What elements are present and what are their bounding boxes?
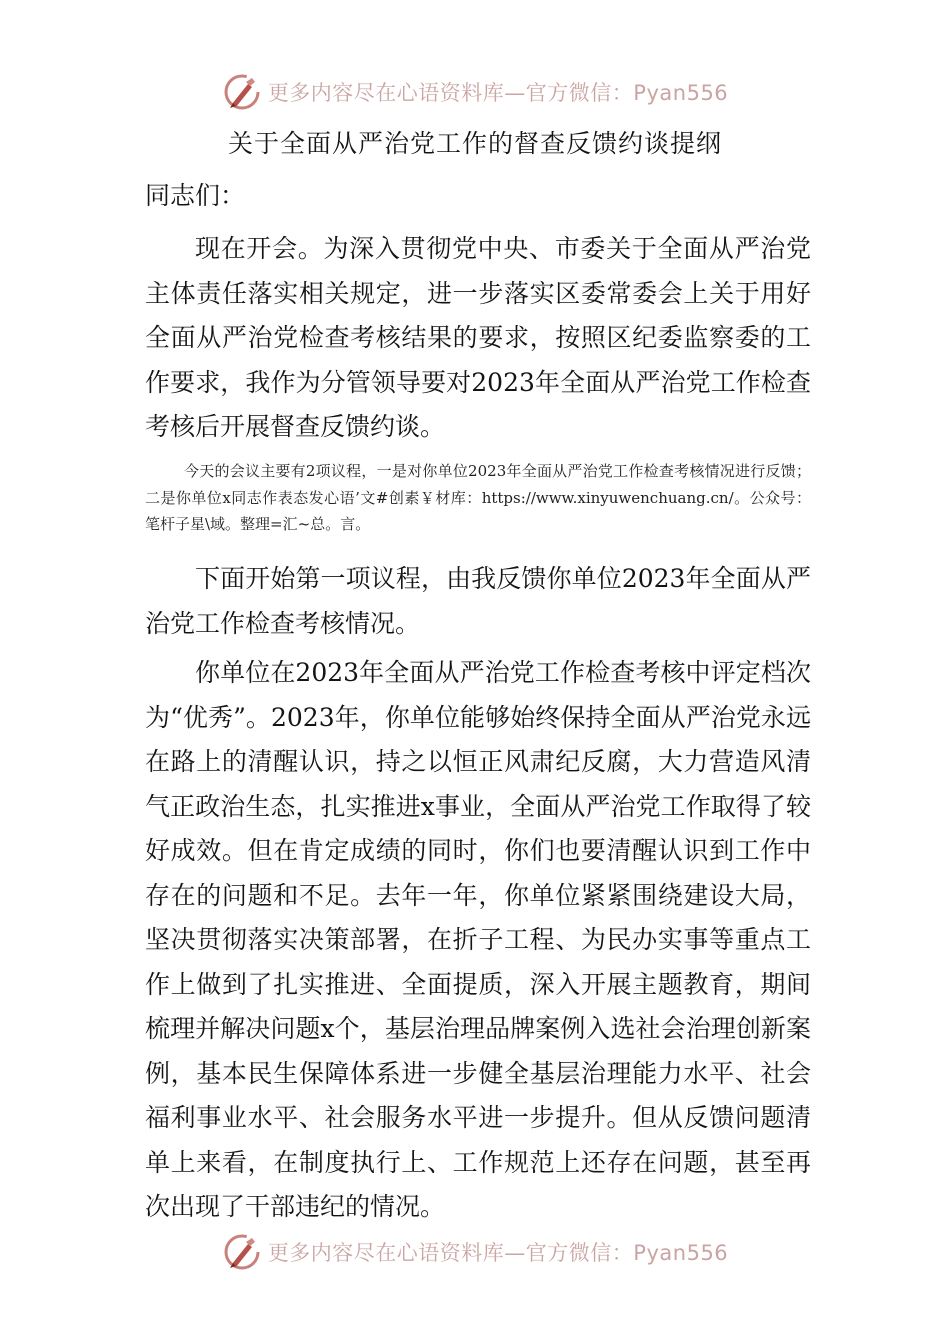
paragraph-first-item: 下面开始第一项议程，由我反馈你单位2023年全面从严治党工作检查考核情况。 [145, 564, 811, 638]
banner-text: 更多内容尽在心语资料库—官方微信：Pyan556 [267, 81, 729, 105]
paragraph-agenda: 今天的会议主要有2项议程，一是对你单位2023年全面从严治党工作检查考核情况进行反馈；二是你单位x同志作表态发心语’文#创素￥材库：https://www.xinyuwenchuang.cn/。公众号：笔杆子星\域。整理=汇~总。言。 [145, 462, 811, 533]
salutation: 同志们： [145, 181, 246, 210]
document-title: 关于全面从严治党工作的督查反馈约谈提纲 [227, 129, 722, 158]
header-banner [0, 70, 950, 114]
pen-logo-icon [222, 72, 262, 112]
banner-text: 更多内容尽在心语资料库—官方微信：Pyan556 [267, 1241, 729, 1265]
footer-banner [0, 1230, 950, 1274]
paragraph-opening: 现在开会。为深入贯彻党中央、市委关于全面从严治党主体责任落实相关规定，进一步落实区委常委会上关于用好全面从严治党检查考核结果的要求，按照区纪委监察委的工作要求，我作为分管领导要对2023年全面从严治党工作检查考核后开展督查反馈约谈。 [145, 234, 811, 441]
pen-logo-icon [222, 1232, 262, 1272]
paragraph-assessment: 你单位在2023年全面从严治党工作检查考核中评定档次为“优秀”。2023年，你单位能够始终保持全面从严治党永远在路上的清醒认识，持之以恒正风肃纪反腐，大力营造风清气正政治生态，扎实推进x事业，全面从严治党工作取得了较好成效。但在肯定成绩的同时，你们也要清醒认识到工作中存在的问题和不足。去年一年，你单位紧紧围绕建设大局，坚决贯彻落实决策部署，在折子工程、为民办实事等重点工作上做到了扎实推进、全面提质，深入开展主题教育，期间梳理并解决问题x个，基层治理品牌案例入选社会治理创新案例，基本民生保障体系进一步健全基层治理能力水平、社会福利事业水平、社会服务水平进一步提升。但从反馈问题清单上来看，在制度执行上、工作规范上还存在问题，甚至再次出现了干部违纪的情况。 [145, 658, 811, 1221]
